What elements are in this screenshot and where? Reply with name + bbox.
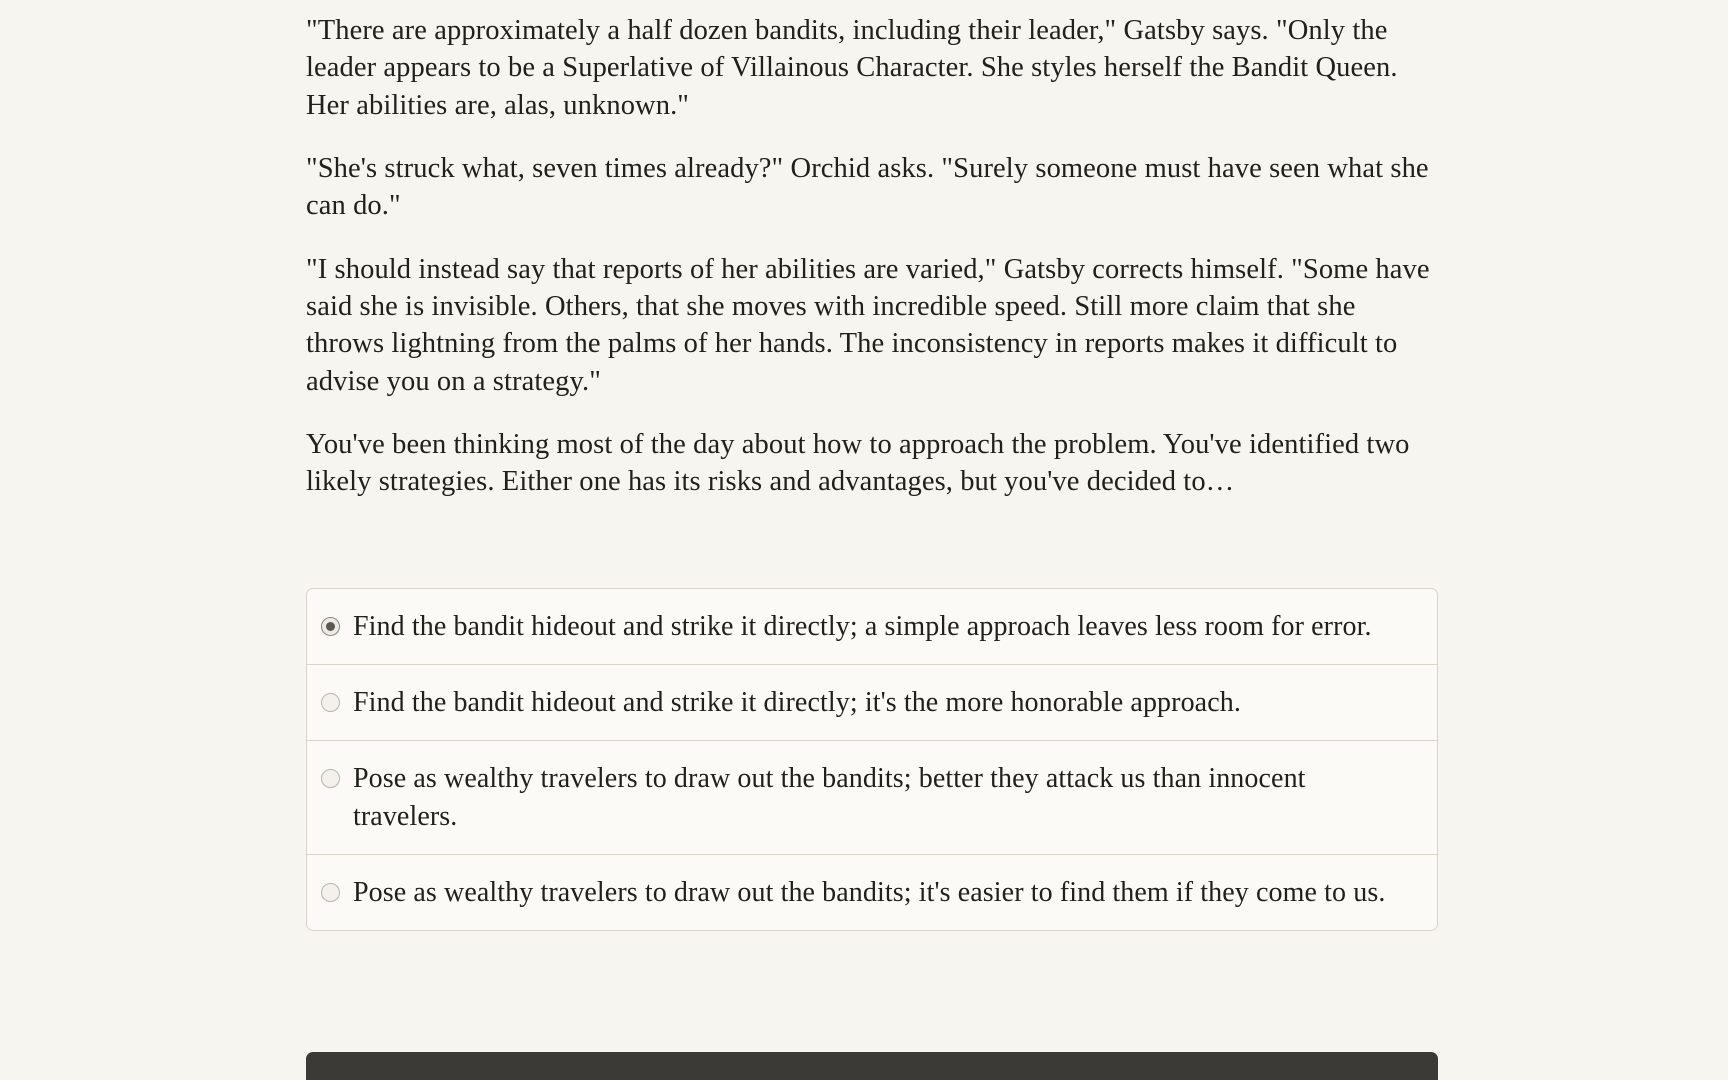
story-paragraph: "I should instead say that reports of her abilities are varied," Gatsby corrects himself. "Some have said she is invisible. Others, that she moves with incredible speed. Still more claim that she throws lightning from the palms of her hands. The inconsistency in reports makes it difficult to advise you on a strategy." (306, 253, 1430, 397)
choice-option-label: Find the bandit hideout and strike it directly; it's the more honorable approach. (353, 687, 1241, 719)
radio-selected-icon[interactable] (321, 617, 340, 636)
story-paragraph: "She's struck what, seven times already?" Orchid asks. "Surely someone must have seen what she can do." (306, 152, 1429, 222)
choice-option-3[interactable] (307, 741, 1437, 854)
radio-unselected-icon[interactable] (321, 693, 340, 712)
choice-option-2[interactable] (307, 665, 1437, 741)
story-paragraph: You've been thinking most of the day about how to approach the problem. You've identified two likely strategies. Either one has its risks and advantages, but you've decided to… (306, 428, 1410, 498)
choice-option-4[interactable] (307, 855, 1437, 930)
radio-unselected-icon[interactable] (321, 769, 340, 788)
story-paragraph: "There are approximately a half dozen bandits, including their leader," Gatsby says. "Only the leader appears to be a Superlative of Villainous Character. She styles herself the Bandit Queen. Her abilities are, alas, unknown." (306, 15, 1398, 121)
choice-option-label: Pose as wealthy travelers to draw out the bandits; better they attack us than innocent travelers. (353, 763, 1306, 832)
submit-bar[interactable] (306, 1052, 1438, 1080)
choice-option-label: Find the bandit hideout and strike it directly; a simple approach leaves less room for error. (353, 611, 1372, 642)
radio-unselected-icon[interactable] (321, 883, 340, 902)
choice-option-label: Pose as wealthy travelers to draw out the bandits; it's easier to find them if they come to us. (353, 876, 1386, 908)
choice-option-1[interactable] (307, 589, 1437, 665)
story-text (306, 12, 1440, 501)
choice-list (306, 588, 1438, 931)
